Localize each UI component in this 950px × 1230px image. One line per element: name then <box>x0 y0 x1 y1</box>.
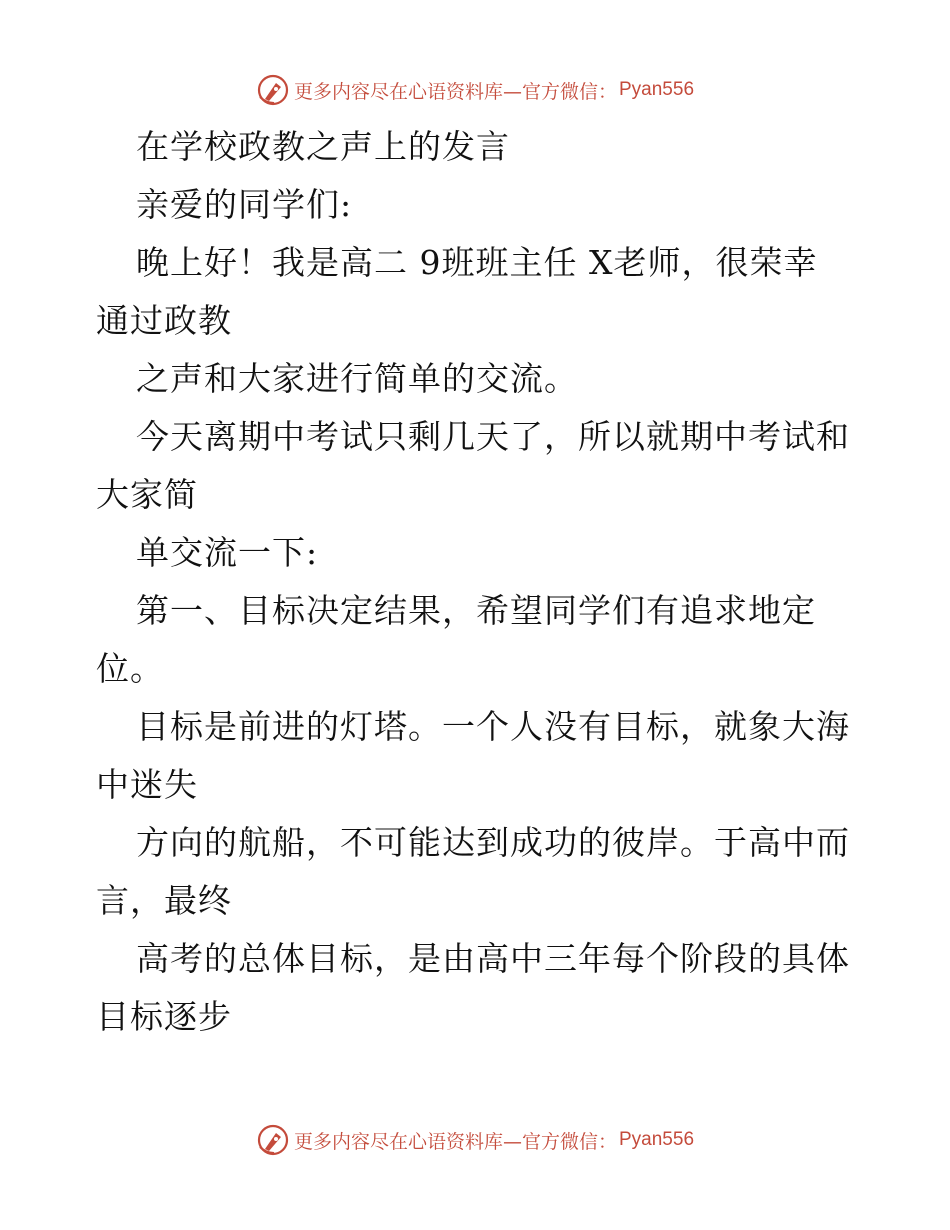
document-line: 单交流一下: <box>136 533 319 572</box>
banner-wechat-id: Pyan556 <box>619 1129 695 1150</box>
document-body <box>96 118 866 1046</box>
document-line: 言，最终 <box>96 881 232 920</box>
banner-separator: —官方微信： <box>502 1130 617 1153</box>
banner-wechat-id: Pyan556 <box>619 79 695 100</box>
document-line: 亲爱的同学们: <box>136 185 353 224</box>
document-line: 通过政教 <box>96 301 232 340</box>
document-line: 中迷失 <box>96 765 198 804</box>
document-line: 目标逐步 <box>96 997 232 1036</box>
document-line: 在学校政教之声上的发言 <box>136 127 510 166</box>
document-line: 第一、目标决定结果，希望同学们有追求地定 <box>136 591 816 630</box>
banner-separator: —官方微信： <box>502 80 617 103</box>
document-line: 高考的总体目标，是由高中三年每个阶段的具体 <box>136 939 850 978</box>
document-line: 目标是前进的灯塔。一个人没有目标，就象大海 <box>136 707 850 746</box>
banner-text: 更多内容尽在心语资料库 <box>293 1130 503 1153</box>
document-line: 今天离期中考试只剩几天了，所以就期中考试和 <box>136 417 850 456</box>
document-line: 位。 <box>96 649 164 688</box>
pen-nib-circle-icon <box>256 1123 290 1157</box>
banner-text: 更多内容尽在心语资料库 <box>293 80 503 103</box>
document-line: 之声和大家进行简单的交流。 <box>136 359 578 398</box>
document-line: 晚上好！我是高二 9班班主任 X老师，很荣幸 <box>136 243 818 282</box>
document-line: 大家简 <box>96 475 198 514</box>
pen-nib-circle-icon <box>256 73 290 107</box>
document-line: 方向的航船，不可能达到成功的彼岸。于高中而 <box>136 823 850 862</box>
footer-banner <box>0 1120 950 1160</box>
header-banner <box>0 70 950 110</box>
